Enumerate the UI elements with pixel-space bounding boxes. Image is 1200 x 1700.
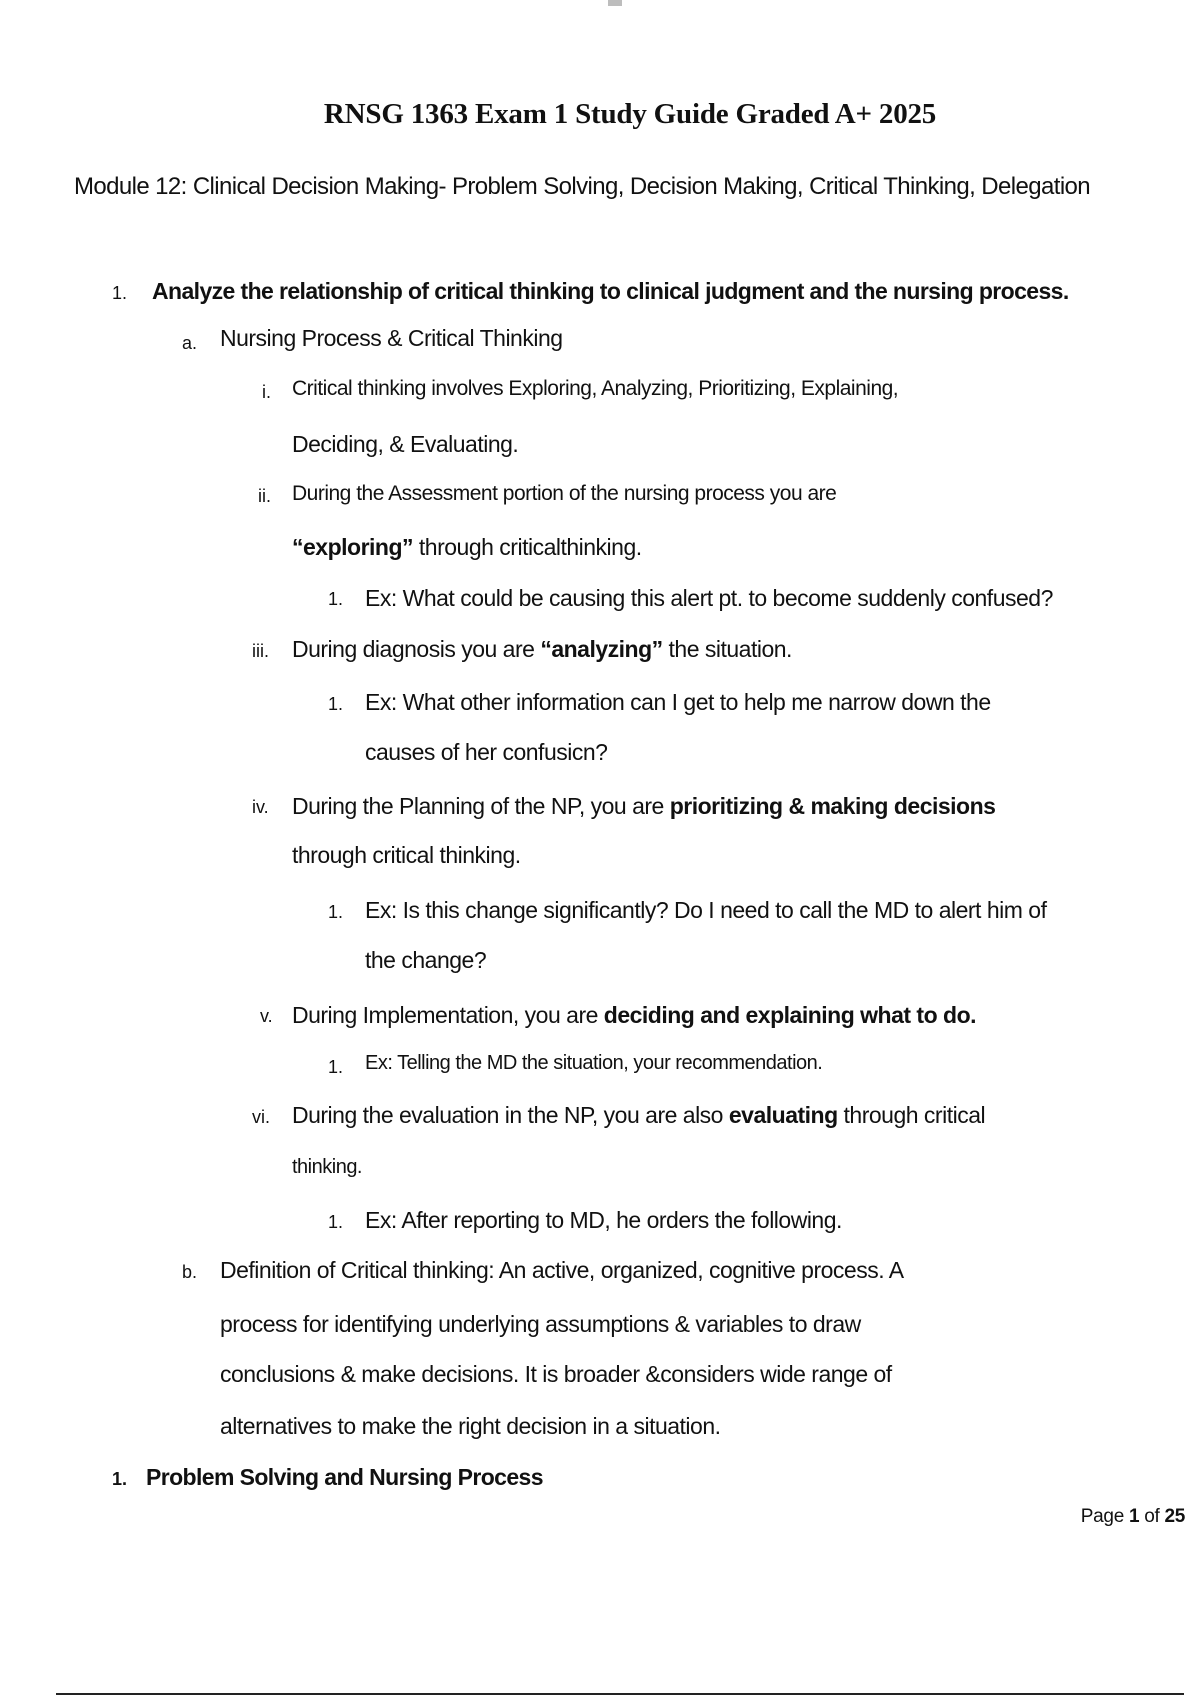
item-iv-line1 [292,793,995,820]
item-vi-example: Ex: After reporting to MD, he orders the following. [365,1207,842,1233]
item-vi-post: through critical [837,1102,986,1128]
objective-1-text: Analyze the relationship of critical thinking to clinical judgment and the nursing process. [152,278,1069,304]
footer-rule [56,1693,1184,1695]
page-current: 1 [1128,1506,1140,1527]
item-i-line2: Deciding, & Evaluating. [292,431,519,457]
item-b-marker: b. [182,1262,198,1282]
item-b-line4: alternatives to make the right decision in a situation. [220,1413,721,1439]
item-vi-bold: evaluating [728,1102,838,1128]
item-vi-ex-marker: 1. [328,1212,344,1232]
document-title: RNSG 1363 Exam 1 Study Guide Graded A+ 2025 [323,98,937,130]
item-iii-marker: iii. [252,641,269,661]
item-v-text [292,1002,976,1029]
item-ii-line1: During the Assessment portion of the nursing process you are [292,482,837,505]
item-iii-post: the situation. [662,636,792,662]
item-i-line1: Critical thinking involves Exploring, Analyzing, Prioritizing, Explaining, [292,377,899,400]
item-v-pre: During Implementation, you are [292,1002,604,1028]
item-vi-line1 [292,1102,985,1129]
item-iv-example-line1: Ex: Is this change significantly? Do I need to call the MD to alert him of [365,897,1047,923]
item-ii-ex-marker: 1. [328,589,344,609]
item-b-line3: conclusions & make decisions. It is broader &considers wide range of [220,1361,892,1387]
item-v-bold: deciding and explaining what to do. [603,1002,977,1028]
item-ii-line2 [292,534,642,561]
item-iv-line2: through critical thinking. [292,842,521,868]
page-total: 25 [1164,1506,1185,1527]
item-iv-marker: iv. [252,797,269,817]
item-iv-pre: During the Planning of the NP, you are [292,793,670,819]
objective-1-marker: 1. [112,283,128,303]
item-ii-example: Ex: What could be causing this alert pt. to become suddenly confused? [365,585,1053,611]
item-iv-example-line2: the change? [365,947,487,973]
page-number [1081,1506,1185,1528]
item-a-marker: a. [182,333,198,353]
item-ii-rest: through criticalthinking. [413,534,642,560]
item-v-marker: v. [260,1006,273,1026]
item-vi-line2: thinking. [292,1156,362,1178]
item-b-line1: Definition of Critical thinking: An active, organized, cognitive process. A [220,1257,904,1283]
item-iii-ex-marker: 1. [328,694,344,714]
item-iv-ex-marker: 1. [328,902,344,922]
item-v-ex-marker: 1. [328,1057,344,1077]
item-v-example: Ex: Telling the MD the situation, your recommendation. [365,1052,823,1074]
item-iii-bold: “analyzing” [540,636,663,662]
item-ii-marker: ii. [258,486,271,506]
objective-2-text: Problem Solving and Nursing Process [146,1464,543,1490]
item-iv-bold: prioritizing & making decisions [669,793,996,819]
item-vi-pre: During the evaluation in the NP, you are also [292,1102,729,1128]
item-iii-example-line2: causes of her confusicn? [365,739,608,765]
item-iii-text [292,636,792,663]
page-label: Page [1080,1506,1129,1527]
item-iii-pre: During diagnosis you are [292,636,541,662]
item-b-line2: process for identifying underlying assumptions & variables to draw [220,1311,861,1337]
item-iii-example-line1: Ex: What other information can I get to help me narrow down the [365,689,991,715]
page-of-label: of [1139,1506,1165,1527]
item-vi-marker: vi. [252,1107,270,1127]
item-ii-bold: “exploring” [292,534,414,560]
objective-2-marker: 1. [112,1469,128,1489]
item-i-marker: i. [262,382,271,402]
module-heading: Module 12: Clinical Decision Making- Problem Solving, Decision Making, Critical Thinking, Delegation [74,173,1091,200]
item-a-text: Nursing Process & Critical Thinking [220,325,563,351]
